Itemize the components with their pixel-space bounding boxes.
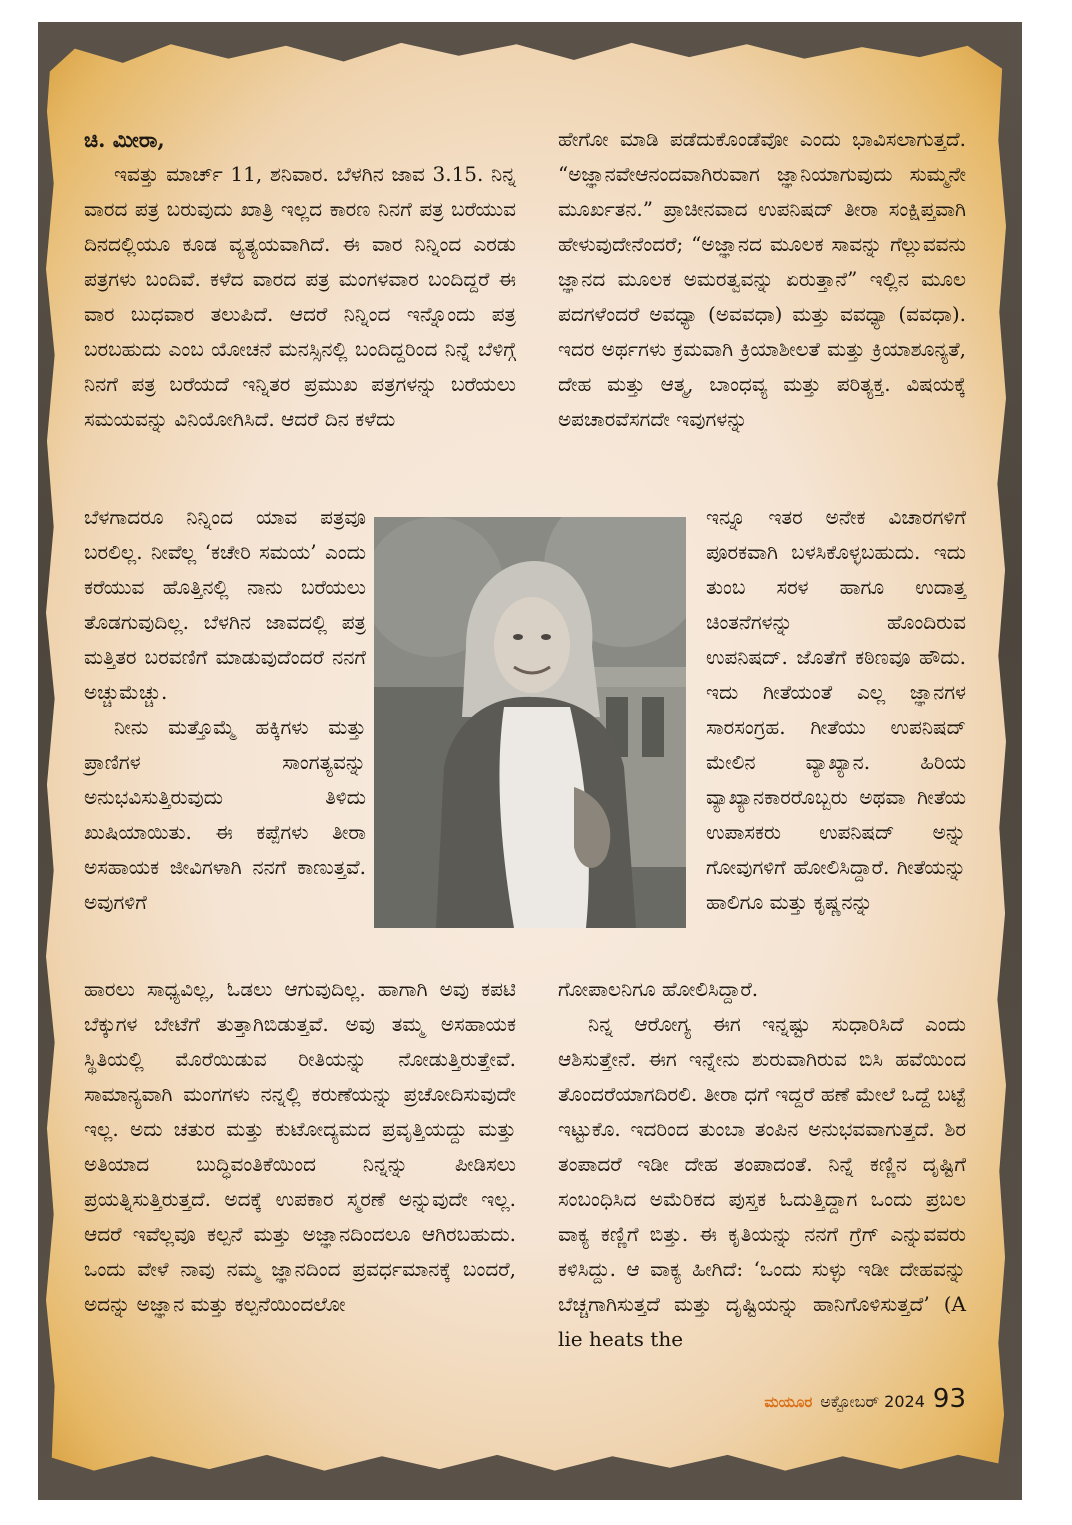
portrait-photo [374, 517, 686, 928]
page-footer [764, 1384, 966, 1414]
paragraph-frogs-continued: ಹಾರಲು ಸಾಧ್ಯವಿಲ್ಲ, ಓಡಲು ಆಗುವುದಿಲ್ಲ. ಹಾಗಾಗಿ ಅವು ಕಪಟಿ ಬೆಕ್ಕುಗಳ ಬೇಟೆಗೆ ತುತ್ತಾಗಿಬಿಡುತ್ತವೆ. ಅವು ತಮ್ಮ ಅಸಹಾಯಕ ಸ್ಥಿತಿಯಲ್ಲಿ ಮೊರೆಯಿಡುವ ರೀತಿಯನ್ನು ನೋಡುತ್ತಿರುತ್ತೇವೆ. ಸಾಮಾನ್ಯವಾಗಿ ಮಂಗಗಳು ನನ್ನಲ್ಲಿ ಕರುಣೆಯನ್ನು ಪ್ರಚೋದಿಸುವುದೇ ಇಲ್ಲ. ಅದು ಚತುರ ಮತ್ತು ಕುಟೋದ್ಯಮದ ಪ್ರವೃತ್ತಿಯದ್ದು ಮತ್ತು ಅತಿಯಾದ ಬುದ್ಧಿವಂತಿಕೆಯಿಂದ ನಿನ್ನನ್ನು ಪೀಡಿಸಲು ಪ್ರಯತ್ನಿಸುತ್ತಿರುತ್ತದೆ. ಅದಕ್ಕೆ ಉಪಕಾರ ಸ್ಮರಣೆ ಅನ್ನುವುದೇ ಇಲ್ಲ. ಆದರೆ ಇವೆಲ್ಲವೂ ಕಲ್ಪನೆ ಮತ್ತು ಅಜ್ಞಾನದಿಂದಲೂ ಆಗಿರಬಹುದು. ಒಂದು ವೇಳೆ ನಾವು ನಮ್ಮ ಜ್ಞಾನದಿಂದ ಪ್ರವರ್ಧಮಾನಕ್ಕೆ ಬಂದರೆ, ಅದನ್ನು ಅಜ್ಞಾನ ಮತ್ತು ಕಲ್ಪನೆಯಿಂದಲೋ [84, 977, 516, 1316]
issue-date: ಅಕ್ಟೋಬರ್ 2024 [820, 1392, 925, 1411]
right-column-narrow [706, 500, 966, 920]
portrait-illustration [374, 517, 686, 928]
magazine-name: ಮಯೂರ [764, 1393, 813, 1411]
left-column-bottom [84, 972, 516, 1322]
paragraph-upanishad-continued: ಇನ್ನೂ ಇತರ ಅನೇಕ ವಿಚಾರಗಳಿಗೆ ಪೂರಕವಾಗಿ ಬಳಸಿಕೊಳ್ಳಬಹುದು. ಇದು ತುಂಬ ಸರಳ ಹಾಗೂ ಉದಾತ್ತ ಚಿಂತನೆಗಳನ್ನು ಹೊಂದಿರುವ ಉಪನಿಷದ್. ಜೊತೆಗೆ ಕಠಿಣವೂ ಹೌದು. ಇದು ಗೀತೆಯಂತೆ ಎಲ್ಲ ಜ್ಞಾನಗಳ ಸಾರಸಂಗ್ರಹ. ಗೀತೆಯು ಉಪನಿಷದ್ ಮೇಲಿನ ವ್ಯಾಖ್ಯಾನ. ಹಿರಿಯ ವ್ಯಾಖ್ಯಾನಕಾರರೊಬ್ಬರು ಅಥವಾ ಗೀತೆಯ ಉಪಾಸಕರು ಉಪನಿಷದ್ ಅನ್ನು ಗೋವುಗಳಿಗೆ ಹೋಲಿಸಿದ್ದಾರೆ. ಗೀತೆಯನ್ನು ಹಾಲಿಗೂ ಮತ್ತು ಕೃಷ್ಣನನ್ನು [706, 505, 966, 914]
page-number: 93 [932, 1384, 966, 1414]
left-column-top [84, 122, 516, 437]
right-column-top [558, 122, 966, 437]
left-column-narrow [84, 500, 366, 920]
right-column-bottom [558, 972, 966, 1357]
paragraph-continued: ಬೆಳಗಾದರೂ ನಿನ್ನಿಂದ ಯಾವ ಪತ್ರವೂ ಬರಲಿಲ್ಲ. ನೀವೆಲ್ಲ ‘ಕಚೇರಿ ಸಮಯ’ ಎಂದು ಕರೆಯುವ ಹೊತ್ತಿನಲ್ಲಿ ನಾನು ಬರೆಯಲು ತೊಡಗುವುದಿಲ್ಲ. ಬೆಳಗಿನ ಜಾವದಲ್ಲಿ ಪತ್ರ ಮತ್ತಿತರ ಬರವಣಿಗೆ ಮಾಡುವುದೆಂದರೆ ನನಗೆ ಅಚ್ಚುಮೆಚ್ಚು. [84, 505, 366, 704]
paragraph-opening: ಇವತ್ತು ಮಾರ್ಚ್ 11, ಶನಿವಾರ. ಬೆಳಗಿನ ಜಾವ 3.15. ನಿನ್ನ ವಾರದ ಪತ್ರ ಬರುವುದು ಖಾತ್ರಿ ಇಲ್ಲದ ಕಾರಣ ನಿನಗೆ ಪತ್ರ ಬರೆಯುವ ದಿನದಲ್ಲಿಯೂ ಕೂಡ ವ್ಯತ್ಯಯವಾಗಿದೆ. ಈ ವಾರ ನಿನ್ನಿಂದ ಎರಡು ಪತ್ರಗಳು ಬಂದಿವೆ. ಕಳೆದ ವಾರದ ಪತ್ರ ಮಂಗಳವಾರ ಬಂದಿದ್ದರೆ ಈ ವಾರ ಬುಧವಾರ ತಲುಪಿದೆ. ಆದರೆ ನಿನ್ನಿಂದ ಇನ್ನೊಂದು ಪತ್ರ ಬರಬಹುದು ಎಂಬ ಯೋಚನೆ ಮನಸ್ಸಿನಲ್ಲಿ ಬಂದಿದ್ದರಿಂದ ನಿನ್ನೆ ಬೆಳಿಗ್ಗೆ ನಿನಗೆ ಪತ್ರ ಬರೆಯದೆ ಇನ್ನಿತರ ಪ್ರಮುಖ ಪತ್ರಗಳನ್ನು ಬರೆಯಲು ಸಮಯವನ್ನು ವಿನಿಯೋಗಿಸಿದೆ. ಆದರೆ ದಿನ ಕಳೆದು [84, 162, 516, 431]
paragraph-gopala: ಗೋಪಾಲನಿಗೂ ಹೋಲಿಸಿದ್ದಾರೆ. [558, 977, 759, 1001]
paragraph-frogs: ನೀನು ಮತ್ತೊಮ್ಮೆ ಹಕ್ಕಿಗಳು ಮತ್ತು ಪ್ರಾಣಿಗಳ ಸಾಂಗತ್ಯವನ್ನು ಅನುಭವಿಸುತ್ತಿರುವುದು ತಿಳಿದು ಖುಷಿಯಾಯಿತು. ಈ ಕಪ್ಪೆಗಳು ತೀರಾ ಅಸಹಾಯಕ ಜೀವಿಗಳಾಗಿ ನನಗೆ ಕಾಣುತ್ತವೆ. ಅವುಗಳಿಗೆ [84, 715, 366, 914]
salutation: ಚಿ. ಮೀರಾ, [84, 127, 165, 152]
paragraph-upanishad: ಹೇಗೋ ಮಾಡಿ ಪಡೆದುಕೊಂಡೆವೋ ಎಂದು ಭಾವಿಸಲಾಗುತ್ತದೆ. “ಅಜ್ಞಾನವೇಆನಂದವಾಗಿರುವಾಗ ಜ್ಞಾನಿಯಾಗುವುದು ಸುಮ್ಮನೇ ಮೂರ್ಖತನ.” ಪ್ರಾಚೀನವಾದ ಉಪನಿಷದ್ ತೀರಾ ಸಂಕ್ಷಿಪ್ತವಾಗಿ ಹೇಳುವುದೇನೆಂದರೆ; “ಅಜ್ಞಾನದ ಮೂಲಕ ಸಾವನ್ನು ಗೆಲ್ಲುವವನು ಜ್ಞಾನದ ಮೂಲಕ ಅಮರತ್ವವನ್ನು ಏರುತ್ತಾನೆ” ಇಲ್ಲಿನ ಮೂಲ ಪದಗಳೆಂದರೆ ಅವಧ್ಯಾ (ಅವವಧಾ) ಮತ್ತು ವವಧ್ಯಾ (ವವಧಾ). ಇದರ ಅರ್ಥಗಳು ಕ್ರಮವಾಗಿ ಕ್ರಿಯಾಶೀಲತೆ ಮತ್ತು ಕ್ರಿಯಾಶೂನ್ಯತೆ, ದೇಹ ಮತ್ತು ಆತ್ಮ, ಬಾಂಧವ್ಯ ಮತ್ತು ಪರಿತ್ಯಕ್ತ. ವಿಷಯಕ್ಕೆ ಅಪಚಾರವೆಸಗದೇ ಇವುಗಳನ್ನು [558, 127, 966, 431]
paragraph-health: ನಿನ್ನ ಆರೋಗ್ಯ ಈಗ ಇನ್ನಷ್ಟು ಸುಧಾರಿಸಿದೆ ಎಂದು ಆಶಿಸುತ್ತೇನೆ. ಈಗ ಇನ್ನೇನು ಶುರುವಾಗಿರುವ ಬಿಸಿ ಹವೆಯಿಂದ ತೊಂದರೆಯಾಗದಿರಲಿ. ತೀರಾ ಧಗೆ ಇದ್ದರೆ ಹಣೆ ಮೇಲೆ ಒದ್ದೆ ಬಟ್ಟೆ ಇಟ್ಟುಕೊ. ಇದರಿಂದ ತುಂಬಾ ತಂಪಿನ ಅನುಭವವಾಗುತ್ತದೆ. ಶಿರ ತಂಪಾದರೆ ಇಡೀ ದೇಹ ತಂಪಾದಂತೆ. ನಿನ್ನೆ ಕಣ್ಣಿನ ದೃಷ್ಟಿಗೆ ಸಂಬಂಧಿಸಿದ ಅಮೆರಿಕದ ಪುಸ್ತಕ ಓದುತ್ತಿದ್ದಾಗ ಒಂದು ಪ್ರಬಲ ವಾಕ್ಯ ಕಣ್ಣಿಗೆ ಬಿತ್ತು. ಈ ಕೃತಿಯನ್ನು ನನಗೆ ಗ್ರೆಗ್ ಎನ್ನುವವರು ಕಳಿಸಿದ್ದು. ಆ ವಾಕ್ಯ ಹೀಗಿದೆ: ‘ಒಂದು ಸುಳ್ಳು ಇಡೀ ದೇಹವನ್ನು ಬೆಚ್ಚಗಾಗಿಸುತ್ತದೆ ಮತ್ತು ದೃಷ್ಟಿಯನ್ನು ಹಾನಿಗೊಳಿಸುತ್ತದೆ’ (A lie heats the [558, 1012, 966, 1351]
